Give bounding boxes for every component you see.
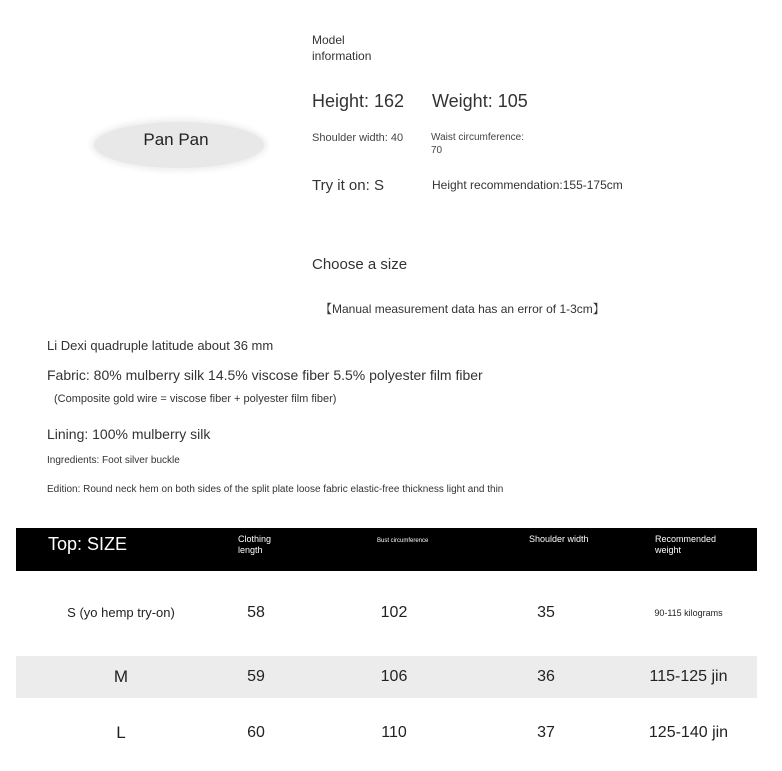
bust-cell: 102: [380, 604, 408, 621]
size-table-header: [16, 528, 757, 571]
length-cell: 58: [247, 604, 265, 621]
bust-cell: 110: [381, 724, 407, 741]
fabric-composition: Fabric: 80% mulberry silk 14.5% viscose fiber 5.5% polyester film fiber: [47, 367, 483, 383]
choose-size-title: Choose a size: [312, 256, 408, 273]
model-shoulder-width: Shoulder width: 40: [312, 132, 404, 144]
length-cell: 60: [247, 724, 265, 741]
height-recommendation: Height recommendation:155-175cm: [432, 178, 623, 192]
model-waist: Waist circumference: 70: [431, 132, 524, 156]
edition-info: Edition: Round neck hem on both sides of the split plate loose fabric elastic-free thickness light and thin: [47, 484, 504, 495]
header-shoulder-width: Shoulder width: [529, 534, 589, 544]
model-information-label: Model information: [312, 33, 372, 63]
weight-cell: 125-140 jin: [648, 724, 729, 741]
weight-cell: 90-115 kilograms: [654, 608, 723, 618]
model-weight: Weight: 105: [432, 91, 528, 111]
header-clothing-length: Clothing length: [238, 534, 272, 555]
shoulder-cell: 35: [537, 604, 555, 621]
size-table-title: Top: SIZE: [48, 534, 128, 554]
weight-cell: 115-125 jin: [649, 668, 728, 685]
shoulder-cell: 36: [537, 668, 555, 685]
size-row-l: [16, 712, 757, 754]
size-cell: S (yo hemp try-on): [67, 605, 175, 620]
size-cell: M: [113, 667, 129, 686]
bust-cell: 106: [380, 668, 408, 685]
header-bust-circumference: Bust circumference: [377, 538, 429, 544]
composite-note: (Composite gold wire = viscose fiber + polyester film fiber): [54, 393, 337, 405]
size-cell: L: [116, 723, 126, 742]
header-recommended-weight: Recommended weight: [655, 534, 717, 555]
measurement-error-note: 【Manual measurement data has an error of 1-3cm】: [320, 302, 605, 316]
ingredients-info: Ingredients: Foot silver buckle: [47, 455, 180, 466]
size-row-s: [16, 592, 757, 634]
model-height: Height: 162: [312, 91, 405, 111]
lining-composition: Lining: 100% mulberry silk: [47, 426, 211, 442]
fabric-latitude: Li Dexi quadruple latitude about 36 mm: [47, 338, 274, 353]
model-name: Pan Pan: [143, 130, 209, 149]
length-cell: 59: [247, 668, 265, 685]
size-row-m: [16, 656, 757, 698]
shoulder-cell: 37: [537, 724, 555, 741]
model-try-on-size: Try it on: S: [312, 177, 384, 194]
